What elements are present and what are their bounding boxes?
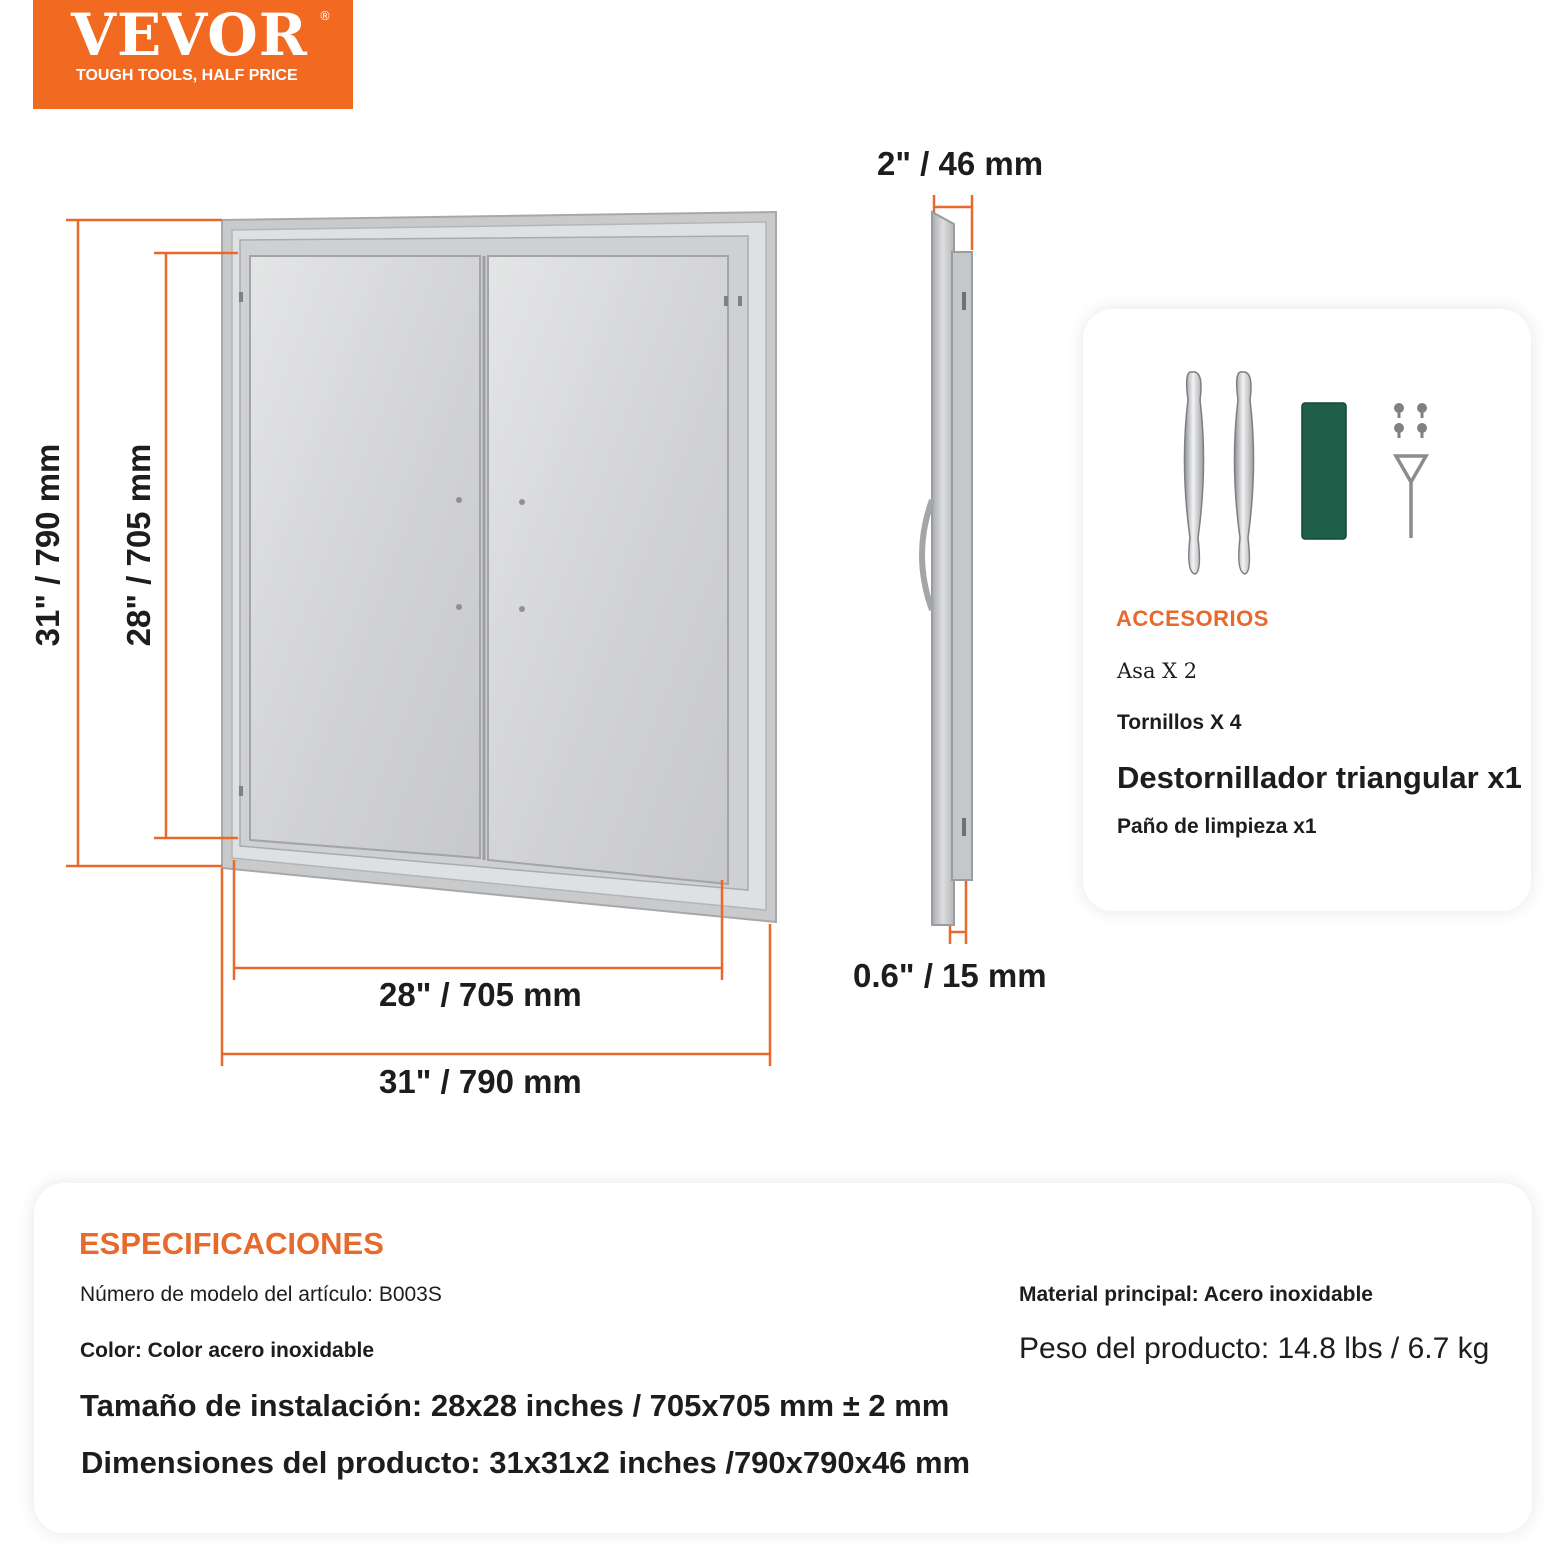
registered-mark: ® [319,9,331,23]
right-door-panel [488,256,728,884]
accessories-title: ACCESORIOS [1116,606,1269,631]
accessory-item: Destornillador triangular x1 [1117,760,1522,795]
outer-height-label: 31" / 790 mm [29,443,66,647]
accessory-item: Asa X 2 [1117,659,1198,683]
depth-bottom-label: 0.6" / 15 mm [853,957,1047,994]
screw-icon [456,497,462,503]
spec-product-dimensions: Dimensiones del producto: 31x31x2 inches /790x790x46 mm [81,1445,971,1480]
screws-icon [1394,403,1427,438]
screw-icon [519,606,525,612]
depth-top-label: 2" / 46 mm [877,145,1044,182]
accessories-illustration [1150,360,1460,590]
triangle-key-icon [1396,456,1426,538]
spec-install-size: Tamaño de instalación: 28x28 inches / 705x705 mm ± 2 mm [80,1388,950,1423]
spec-model: Número de modelo del artículo: B003S [80,1283,442,1306]
accessory-item: Tornillos X 4 [1117,711,1242,734]
spec-color: Color: Color acero inoxidable [80,1339,375,1362]
inner-width-label: 28" / 705 mm [379,976,582,1013]
handle-icon [1184,372,1203,574]
screw-icon [519,499,525,505]
accessory-item: Paño de limpieza x1 [1117,815,1317,838]
specifications-title: ESPECIFICACIONES [79,1226,384,1261]
cleaning-pad-icon [1302,403,1346,539]
door-side-profile [922,212,972,925]
spec-weight: Peso del producto: 14.8 lbs / 6.7 kg [1019,1332,1490,1365]
spec-material: Material principal: Acero inoxidable [1019,1283,1373,1306]
outer-width-label: 31" / 790 mm [379,1063,582,1100]
left-door-panel [250,256,480,858]
brand-name: VEVOR [71,1,308,69]
screw-icon [456,604,462,610]
brand-tagline: TOUGH TOOLS, HALF PRICE [76,67,298,84]
handle-icon [1234,372,1253,574]
inner-height-label: 28" / 705 mm [120,443,157,647]
